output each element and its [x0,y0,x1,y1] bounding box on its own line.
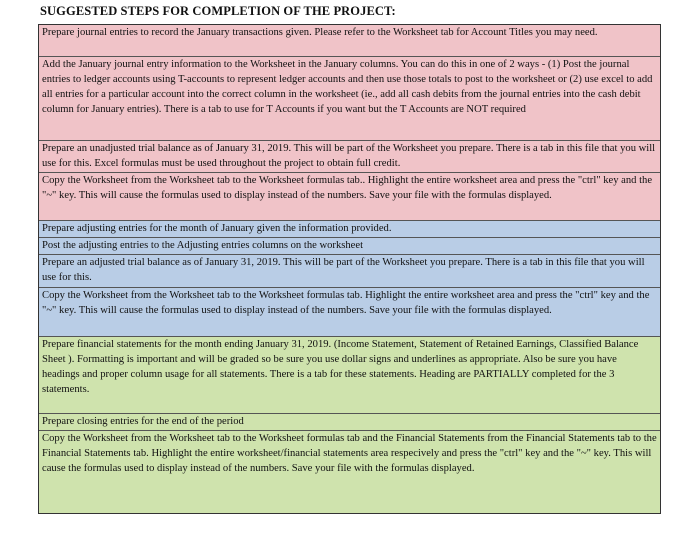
step-text: Prepare closing entries for the end of the period [42,416,244,427]
step-row-8 [39,288,660,337]
step-row-7 [39,255,660,288]
step-row-9 [39,337,660,414]
step-row-2 [39,57,660,141]
step-text: Prepare an unadjusted trial balance as of January 31, 2019. This will be part of the Worksheet you prepare. There is a tab in this file that you will use for this. Excel formulas must be used throughout the project to obtain full credit. [42,143,656,169]
step-text: Copy the Worksheet from the Worksheet tab to the Worksheet formulas tab and the Financial Statements from the Financial Statements tab to the Financial Statements tab. Highlight the entire worksheet/financial statements area respecively and press the "ctrl" key and the "~" key. This will cause the formulas used to display instead of the numbers. Save your file with the formulas displayed. [42,433,657,474]
step-row-5 [39,221,660,238]
step-text: Prepare journal entries to record the January transactions given. Please refer to the Worksheet tab for Account Titles you may need. [42,27,598,38]
step-text: Add the January journal entry information to the Worksheet in the January columns. You can do this in one of 2 ways - (1) Post the journal entries to ledger accounts using T-accounts to represent ledger accounts and then use those totals to post to the worksheet or (2) use excel to add all entries for a particular account into the correct column in the worksheet (ie., add all cash debits from the journal entries into the cash debit column for January entries). There is a tab to use for T Accounts if you want but the T Accounts are NOT required [42,59,653,115]
step-row-4 [39,173,660,221]
step-text: Post the adjusting entries to the Adjusting entries columns on the worksheet [42,240,364,251]
step-row-3 [39,141,660,173]
step-text: Copy the Worksheet from the Worksheet tab to the Worksheet formulas tab. Highlight the entire worksheet area and press the "ctrl" key and the "~" key. This will cause the formulas used to display instead of the numbers. Save your file with the formulas displayed. [42,290,650,316]
step-row-1 [39,25,660,57]
step-text: Prepare financial statements for the month ending January 31, 2019. (Income Statement, Statement of Retained Earnings, Classified Balance Sheet ). Formatting is important and will be graded so be sure you use dollar signs and underlines as appropriate. Also be sure you have headings and proper column usage for all statements. There is a tab for these statements. Heading are PARTIALLY completed for the 3 statements. [42,339,639,395]
step-text: Prepare adjusting entries for the month of January given the information provided. [42,223,392,234]
page-title: SUGGESTED STEPS FOR COMPLETION OF THE PROJECT: [40,4,396,18]
step-row-10 [39,414,660,431]
step-row-11 [39,431,660,513]
step-row-6 [39,238,660,255]
steps-table [38,24,661,514]
step-text: Prepare an adjusted trial balance as of January 31, 2019. This will be part of the Worksheet you prepare. There is a tab in this file that you will use for this. [42,257,645,283]
step-text: Copy the Worksheet from the Worksheet tab to the Worksheet formulas tab.. Highlight the entire worksheet area and press the "ctrl" key and the "~" key. This will cause the formulas used to display instead of the numbers. Save your file with the formulas displayed. [42,175,653,201]
